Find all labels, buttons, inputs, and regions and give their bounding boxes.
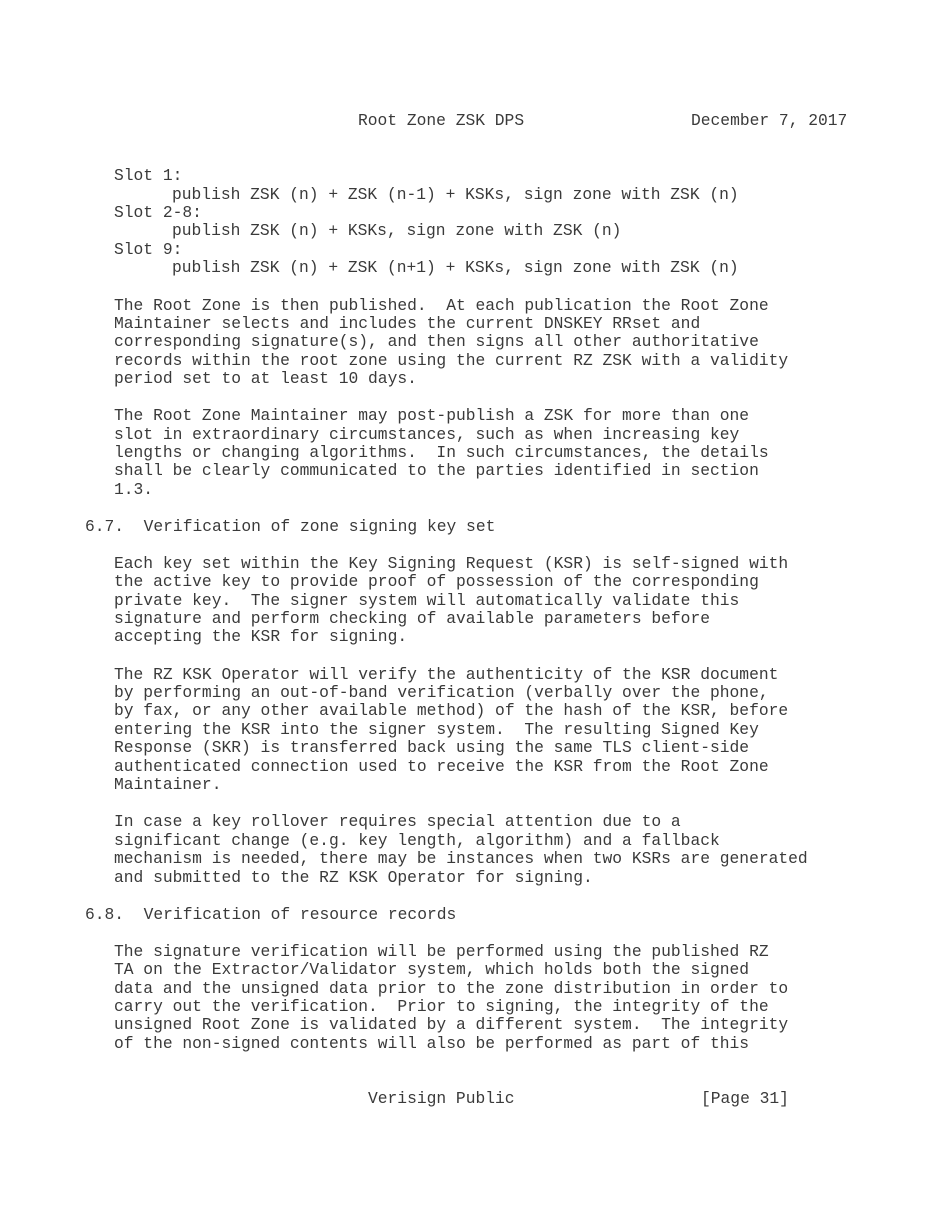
- paragraph-line: significant change (e.g. key length, algorithm) and a fallback: [114, 831, 720, 850]
- paragraph-line: shall be clearly communicated to the parties identified in section: [114, 461, 759, 480]
- paragraph-line: 1.3.: [114, 480, 154, 499]
- section-heading: 6.7. Verification of zone signing key set: [85, 517, 496, 536]
- paragraph-line: accepting the KSR for signing.: [114, 627, 408, 646]
- paragraph-line: The signature verification will be performed using the published RZ: [114, 942, 769, 961]
- slot-label: Slot 9:: [114, 240, 183, 259]
- slot-label: Slot 2-8:: [114, 203, 202, 222]
- paragraph-line: private key. The signer system will automatically validate this: [114, 591, 740, 610]
- paragraph-line: carry out the verification. Prior to signing, the integrity of the: [114, 997, 769, 1016]
- paragraph-line: and submitted to the RZ KSK Operator for signing.: [114, 868, 593, 887]
- paragraph-line: Maintainer.: [114, 775, 222, 794]
- paragraph-line: of the non-signed contents will also be performed as part of this: [114, 1034, 750, 1053]
- slot-text: publish ZSK (n) + ZSK (n+1) + KSKs, sign zone with ZSK (n): [172, 258, 739, 277]
- paragraph-line: period set to at least 10 days.: [114, 369, 417, 388]
- paragraph-line: the active key to provide proof of possession of the corresponding: [114, 572, 759, 591]
- section-heading: 6.8. Verification of resource records: [85, 905, 457, 924]
- header-date: December 7, 2017: [691, 111, 848, 130]
- paragraph-line: records within the root zone using the current RZ ZSK with a validity: [114, 351, 789, 370]
- paragraph-line: The Root Zone Maintainer may post-publish a ZSK for more than one: [114, 406, 750, 425]
- paragraph-line: mechanism is needed, there may be instances when two KSRs are generated: [114, 849, 808, 868]
- paragraph-line: signature and perform checking of available parameters before: [114, 609, 710, 628]
- paragraph-line: Maintainer selects and includes the current DNSKEY RRset and: [114, 314, 701, 333]
- paragraph-line: entering the KSR into the signer system. The resulting Signed Key: [114, 720, 759, 739]
- header-title: Root Zone ZSK DPS: [358, 111, 525, 130]
- paragraph-line: by fax, or any other available method) of the hash of the KSR, before: [114, 701, 789, 720]
- footer-page-number: [Page 31]: [701, 1089, 789, 1108]
- slot-text: publish ZSK (n) + ZSK (n-1) + KSKs, sign zone with ZSK (n): [172, 185, 739, 204]
- slot-label: Slot 1:: [114, 166, 183, 185]
- paragraph-line: Response (SKR) is transferred back using the same TLS client-side: [114, 738, 750, 757]
- paragraph-line: unsigned Root Zone is validated by a different system. The integrity: [114, 1015, 789, 1034]
- paragraph-line: authenticated connection used to receive the KSR from the Root Zone: [114, 757, 769, 776]
- paragraph-line: by performing an out-of-band verification (verbally over the phone,: [114, 683, 769, 702]
- paragraph-line: corresponding signature(s), and then signs all other authoritative: [114, 332, 759, 351]
- footer-left: Verisign Public: [368, 1089, 515, 1108]
- paragraph-line: lengths or changing algorithms. In such circumstances, the details: [114, 443, 769, 462]
- paragraph-line: slot in extraordinary circumstances, such as when increasing key: [114, 425, 740, 444]
- slot-text: publish ZSK (n) + KSKs, sign zone with ZSK (n): [172, 221, 622, 240]
- paragraph-line: The RZ KSK Operator will verify the authenticity of the KSR document: [114, 665, 779, 684]
- paragraph-line: Each key set within the Key Signing Request (KSR) is self-signed with: [114, 554, 789, 573]
- paragraph-line: The Root Zone is then published. At each publication the Root Zone: [114, 296, 769, 315]
- paragraph-line: In case a key rollover requires special attention due to a: [114, 812, 681, 831]
- paragraph-line: TA on the Extractor/Validator system, which holds both the signed: [114, 960, 750, 979]
- paragraph-line: data and the unsigned data prior to the zone distribution in order to: [114, 979, 789, 998]
